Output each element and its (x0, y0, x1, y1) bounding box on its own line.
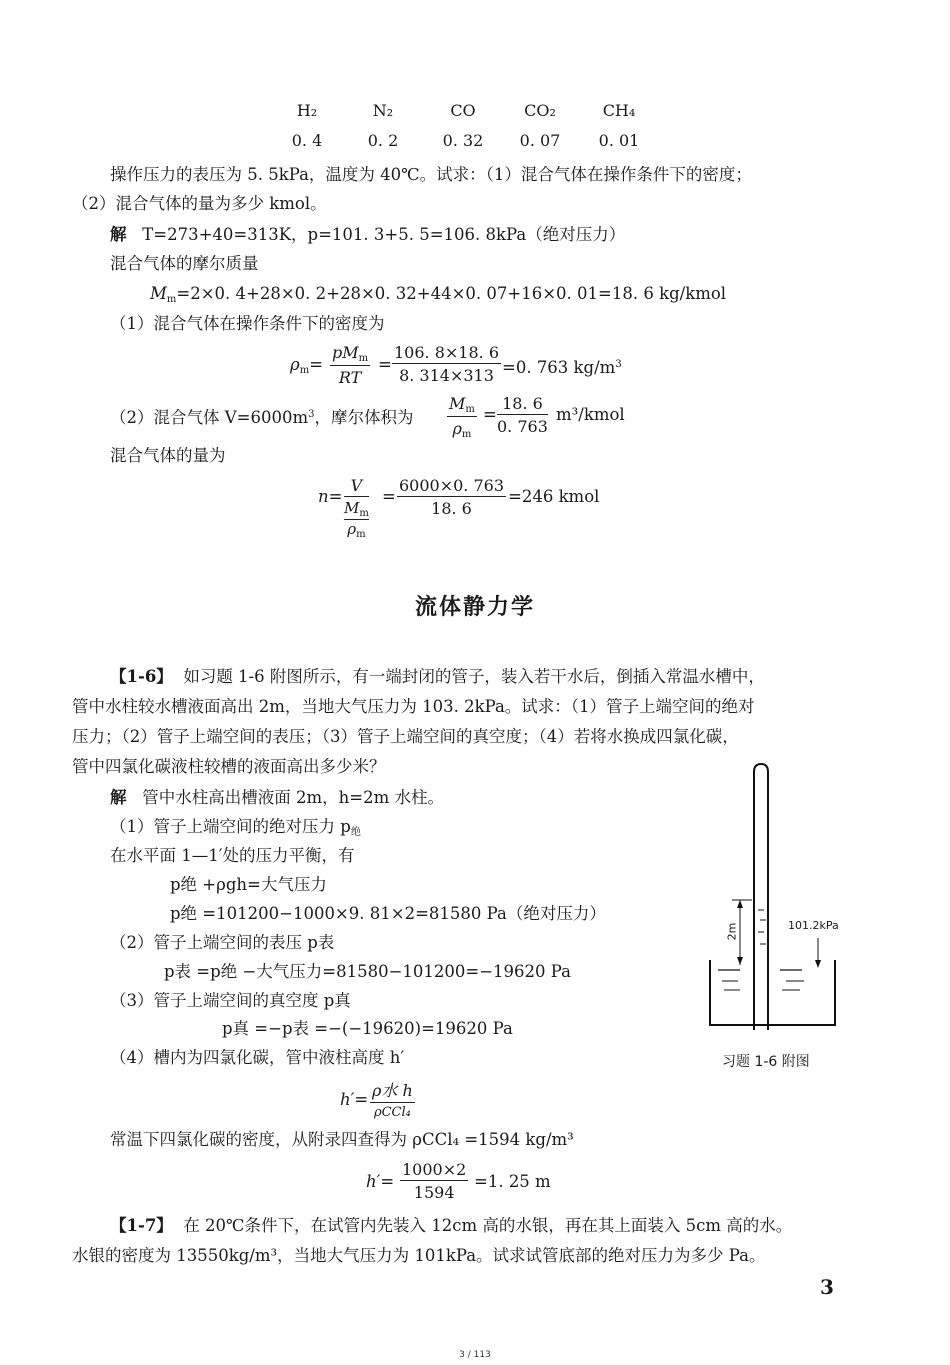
amount-frac2-num: 6000×0. 763 (399, 476, 505, 495)
figure-caption: 习题 1-6 附图 (722, 1054, 810, 1070)
amount-frac1-den-den-sub: m (356, 529, 366, 540)
amount-frac1-num: V (344, 476, 369, 497)
gas-value-co2: 0. 07 (519, 131, 561, 150)
density-frac2-den: 8. 314×313 (399, 366, 494, 385)
page-footer: 3 / 113 (459, 1350, 491, 1360)
p16-final-result: =1. 25 m (474, 1172, 551, 1191)
p16-step1-title-text: （1）管子上端空间的绝对压力 p (110, 817, 351, 836)
p16-step1-balance: 在水平面 1—1′处的压力平衡，有 (110, 846, 355, 865)
p16-text1: 如习题 1-6 附图所示，有一端封闭的管子，装入若干水后，倒插入常温水槽中， (183, 667, 765, 686)
amount-frac2-den: 18. 6 (431, 499, 472, 518)
p16-final-lhs: h′= (366, 1172, 395, 1191)
p15-line1: 操作压力的表压为 5. 5kPa，温度为 40℃。试求：（1）混合气体在操作条件下的密度； (110, 165, 752, 184)
density-frac1-num-sub: m (358, 353, 369, 364)
equals-sign: = (483, 405, 497, 424)
gas-value-n2: 0. 2 (367, 131, 399, 150)
rho-symbol: ρ (290, 355, 300, 374)
amount-result: =246 kmol (508, 487, 600, 506)
molar-mass-symbol: M (150, 284, 167, 303)
p16-step4-frac-num: ρ水 h (370, 1078, 415, 1103)
p16-line1 (110, 667, 765, 687)
volume-frac1-num: M (449, 394, 466, 413)
amount-fraction-symbolic (344, 476, 369, 540)
molar-mass-equation (150, 284, 726, 310)
volume-line (110, 405, 414, 428)
p17-text1: 在 20℃条件下，在试管内先装入 12cm 高的水银，再在其上面装入 5cm 高的水。 (183, 1216, 793, 1235)
gas-value-co: 0. 32 (442, 131, 484, 150)
p16-line2: 管中水柱较水槽液面高出 2m，当地大气压力为 103. 2kPa。试求：（1）管子上端空间的绝对 (72, 697, 755, 716)
p17-tag: 【1-7】 (110, 1216, 173, 1235)
volume-frac1-den-sub: m (461, 429, 472, 440)
amount-lhs: n= (318, 487, 343, 506)
volume-frac1-den: ρ (452, 419, 462, 438)
manometer-diagram (700, 760, 860, 1040)
pressure-label: 101.2kPa (788, 919, 839, 932)
p16-step1-title-sub: 绝 (350, 827, 361, 838)
amount-frac1-den-num: M (344, 499, 360, 517)
density-lhs: $\rho_m=$ (290, 355, 324, 376)
density-frac1-den: RT (338, 368, 362, 387)
amount-title: 混合气体的量为 (110, 446, 226, 465)
p16-solution-label: 解 (110, 788, 127, 807)
molar-mass-title: 混合气体的摩尔质量 (110, 254, 259, 273)
density-result-value: =0. 763 kg/m (502, 358, 616, 377)
equals-sign: = (382, 487, 396, 506)
p16-line3: 压力；（2）管子上端空间的表压；（3）管子上端空间的真空度；（4）若将水换成四氯化碳， (72, 727, 739, 746)
amount-frac1-den-num-sub: m (359, 508, 369, 519)
p16-step2-title: （2）管子上端空间的表压 p表 (110, 933, 335, 952)
section-title: 流体静力学 (414, 594, 535, 620)
p16-step4-fraction (370, 1078, 415, 1120)
p17-line2: 水银的密度为 13550kg/m³，当地大气压力为 101kPa。试求试管底部的绝对压力为多少 Pa。 (72, 1246, 766, 1265)
equals-sign: = (378, 355, 392, 374)
figure-1-6 (700, 760, 860, 1040)
solution-label: 解 (110, 225, 127, 244)
p16-step1-eq1: p绝 +ρgh=大气压力 (170, 875, 327, 894)
volume-frac2-num: 18. 6 (497, 394, 548, 415)
density-title: （1）混合气体在操作条件下的密度为 (110, 314, 385, 333)
p16-final-frac-num: 1000×2 (402, 1160, 467, 1179)
volume-frac1-num-sub: m (465, 404, 475, 415)
tube-outline (754, 764, 768, 1030)
density-frac2-num: 106. 8×18. 6 (394, 343, 500, 362)
gas-header-n2: N₂ (372, 101, 394, 120)
dim-arrow-up (737, 900, 743, 908)
rho-subscript: m (299, 365, 310, 376)
volume-frac2-den: 0. 763 (497, 417, 548, 436)
dim-arrow-down (737, 957, 743, 965)
density-result-sup: 3 (615, 359, 622, 370)
pressure-arrow-head (815, 960, 821, 968)
volume-fraction-numeric (497, 394, 548, 436)
density-fraction-symbolic (330, 343, 370, 387)
p16-final-frac-den: 1594 (413, 1183, 455, 1202)
volume-fraction-symbolic (447, 394, 477, 440)
volume-line-a: （2）混合气体 V=6000m (110, 408, 309, 427)
volume-unit: m³/kmol (556, 405, 625, 424)
page-number: 3 (820, 1275, 834, 1299)
volume-line-b: ，摩尔体积为 (314, 408, 414, 427)
p16-final-fraction (400, 1160, 468, 1202)
p15-line2: （2）混合气体的量为多少 kmol。 (72, 194, 327, 213)
gas-value-ch4: 0. 01 (598, 131, 640, 150)
p16-step1-eq2: p绝 =101200−1000×9. 81×2=81580 Pa（绝对压力） (170, 904, 606, 923)
p16-step4-lhs: h′= (340, 1090, 369, 1109)
height-label: 2m (725, 922, 739, 941)
gas-value-h2: 0. 4 (291, 131, 323, 150)
p16-step3-eq: p真 =−p表 =−(−19620)=19620 Pa (222, 1019, 513, 1038)
p16-density-line: 常温下四氯化碳的密度，从附录四查得为 ρCCl₄ =1594 kg/m³ (110, 1130, 574, 1149)
p16-step1-title (110, 817, 361, 843)
amount-frac1-den-den: ρ (347, 520, 357, 538)
p16-solution-line (110, 788, 444, 808)
density-fraction-numeric (392, 343, 501, 385)
p16-solution-text: 管中水柱高出槽液面 2m，h=2m 水柱。 (142, 788, 444, 807)
density-result (502, 355, 622, 378)
p15-solution-line1 (110, 225, 625, 245)
volume-line-sup: 3 (308, 409, 315, 420)
gas-header-co2: CO₂ (524, 101, 556, 120)
p16-step4-frac-den: ρCCl₄ (373, 1105, 411, 1120)
density-frac1-num: pM (332, 343, 359, 362)
p16-tag: 【1-6】 (110, 667, 173, 686)
p16-step3-title: （3）管子上端空间的真空度 p真 (110, 991, 351, 1010)
p17-line1 (110, 1216, 792, 1236)
molar-mass-subscript: m (166, 294, 177, 305)
p16-step4-title: （4）槽内为四氯化碳，管中液柱高度 h′ (110, 1048, 405, 1067)
gas-header-ch4: CH₄ (602, 101, 636, 120)
p16-line4: 管中四氯化碳液柱较槽的液面高出多少米？ (72, 757, 386, 776)
amount-fraction-numeric (397, 476, 506, 518)
gas-header-co: CO (450, 101, 476, 120)
gas-header-h2: H₂ (296, 101, 318, 120)
molar-mass-rhs: =2×0. 4+28×0. 2+28×0. 32+44×0. 07+16×0. 01=18. 6 kg/kmol (176, 284, 727, 303)
p16-step2-eq: p表 =p绝 −大气压力=81580−101200=−19620 Pa (164, 962, 571, 981)
temperature-pressure: T=273+40=313K，p=101. 3+5. 5=106. 8kPa（绝对压力） (142, 225, 626, 244)
